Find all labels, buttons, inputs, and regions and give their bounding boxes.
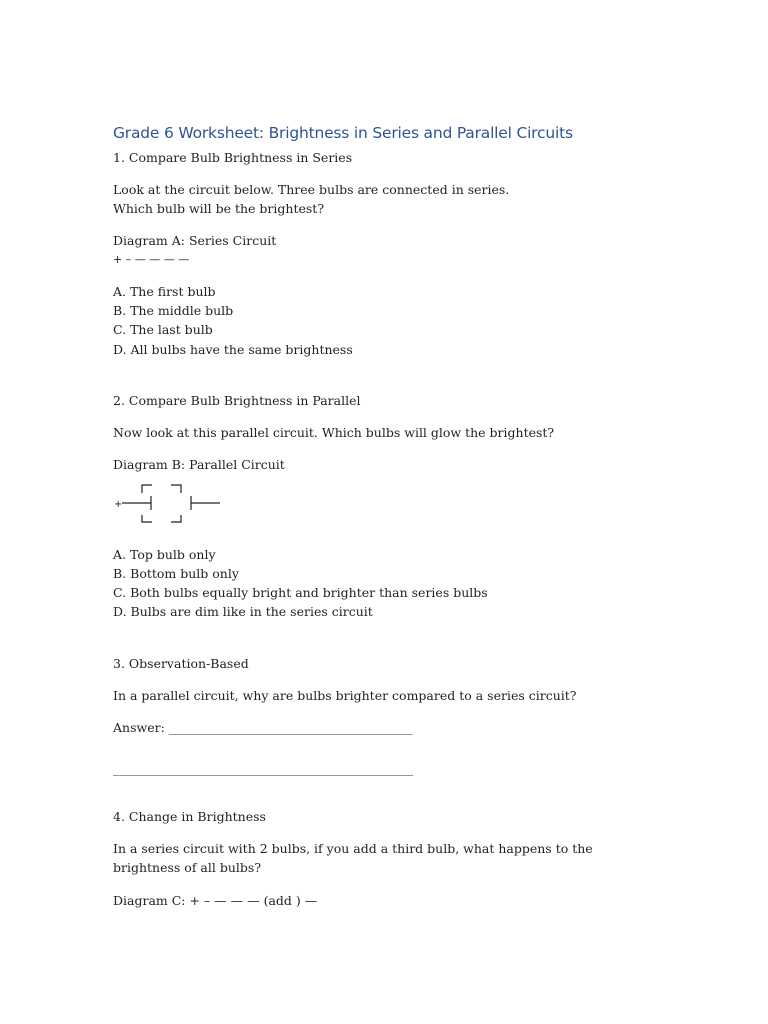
q4-prompt: In a series circuit with 2 bulbs, if you add a third bulb, what happens to the brightness of all bulbs? bbox=[113, 841, 593, 875]
q2-heading: 2. Compare Bulb Brightness in Parallel bbox=[113, 393, 361, 408]
worksheet-title: Grade 6 Worksheet: Brightness in Series and Parallel Circuits bbox=[113, 124, 573, 142]
q1-option-b: B. The middle bulb bbox=[113, 303, 234, 318]
q1-series-diagram: + – — — — — bbox=[113, 253, 190, 266]
q1-prompt-line1: Look at the circuit below. Three bulbs are connected in series. bbox=[113, 182, 510, 197]
q2-diagram-label: Diagram B: Parallel Circuit bbox=[113, 457, 285, 472]
q1-option-a: A. The first bulb bbox=[113, 284, 216, 299]
q1-heading: 1. Compare Bulb Brightness in Series bbox=[113, 150, 353, 165]
q3-blank-line[interactable]: ________________________________________________ bbox=[113, 761, 413, 776]
q4-heading: 4. Change in Brightness bbox=[113, 809, 266, 824]
q3-answer-line[interactable]: Answer: _______________________________________ bbox=[113, 720, 413, 735]
q1-diagram-label: Diagram A: Series Circuit bbox=[113, 233, 277, 248]
q2-option-d: D. Bulbs are dim like in the series circuit bbox=[113, 604, 373, 619]
q2-option-b: B. Bottom bulb only bbox=[113, 566, 239, 581]
parallel-circuit-diagram bbox=[113, 480, 233, 528]
q1-option-c: C. The last bulb bbox=[113, 322, 213, 337]
q1-option-d: D. All bulbs have the same brightness bbox=[113, 342, 353, 357]
q2-diagram-plus: + bbox=[114, 499, 123, 510]
q2-option-a: A. Top bulb only bbox=[113, 547, 216, 562]
q4-diagram: Diagram C: + – — — — (add ) — bbox=[113, 893, 318, 908]
q3-heading: 3. Observation-Based bbox=[113, 656, 249, 671]
q3-prompt: In a parallel circuit, why are bulbs brighter compared to a series circuit? bbox=[113, 688, 577, 703]
q2-option-c: C. Both bulbs equally bright and brighter than series bulbs bbox=[113, 585, 488, 600]
q1-prompt-line2: Which bulb will be the brightest? bbox=[113, 201, 325, 216]
q2-prompt: Now look at this parallel circuit. Which bulbs will glow the brightest? bbox=[113, 425, 555, 440]
